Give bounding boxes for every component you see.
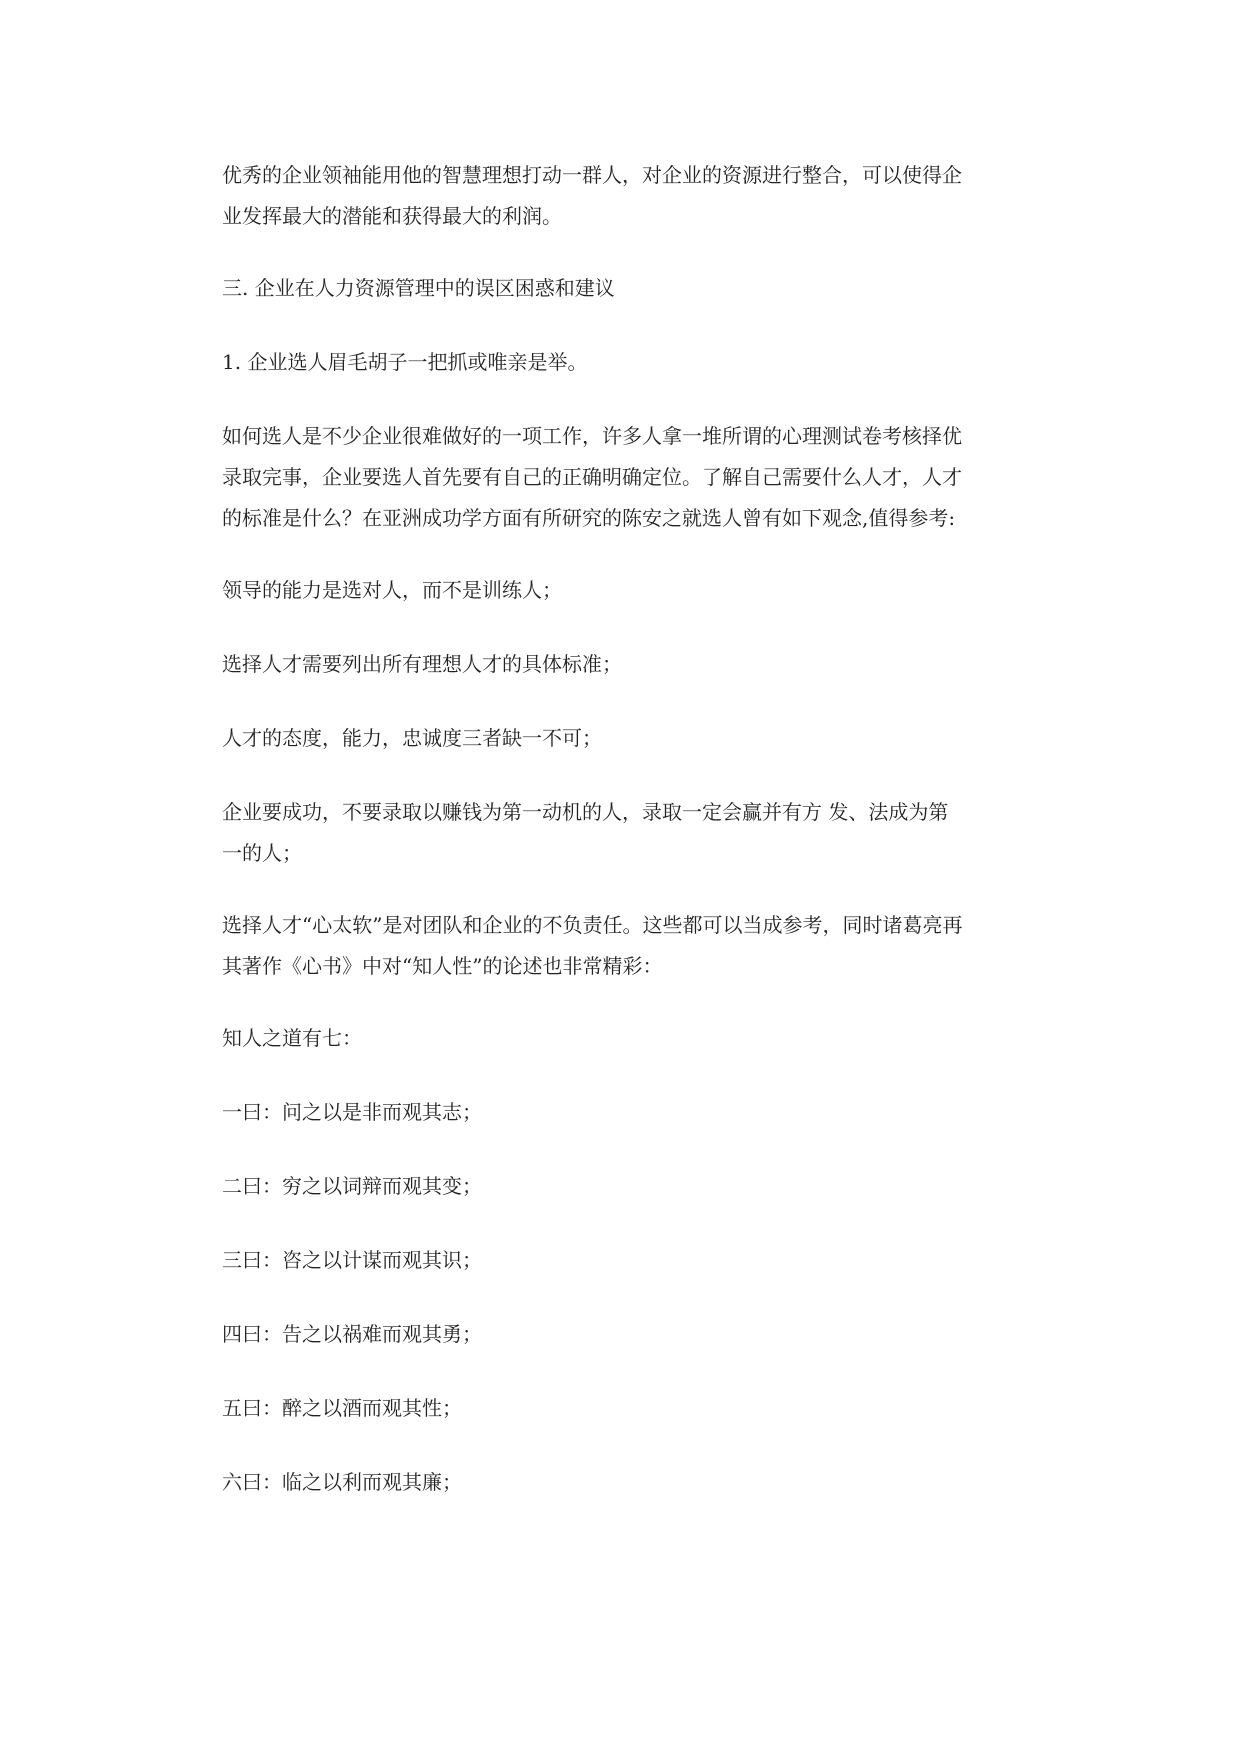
paragraph-item: [222, 792, 1022, 874]
text-line: 六曰：临之以利而观其廉；: [222, 1470, 462, 1494]
list-item: [222, 1314, 1022, 1355]
paragraph-item: [222, 644, 1022, 685]
list-item: [222, 1166, 1022, 1207]
text-line: 人才的态度，能力，忠诚度三者缺一不可；: [222, 726, 602, 750]
text-line: 的标准是什么？在亚洲成功学方面有所研究的陈安之就选人曾有如下观念,值得参考:: [222, 506, 956, 530]
subsection-heading: [222, 342, 1022, 383]
paragraph-item: [222, 905, 1022, 987]
paragraph-item: [222, 570, 1022, 611]
text-line: 一的人；: [222, 841, 302, 865]
list-item: [222, 1240, 1022, 1281]
text-line: 四曰：告之以祸难而观其勇；: [222, 1322, 482, 1346]
text-line: 优秀的企业领袖能用他的智慧理想打动一群人，对企业的资源进行整合，可以使得企: [222, 163, 962, 187]
paragraph-item: [222, 718, 1022, 759]
list-item: [222, 1092, 1022, 1133]
paragraph-item: [222, 1018, 1022, 1059]
section-heading: [222, 268, 1022, 309]
text-line: 业发挥最大的潜能和获得最大的利润。: [222, 204, 562, 228]
text-line: 企业要成功，不要录取以赚钱为第一动机的人，录取一定会赢并有方 发、法成为第: [222, 800, 949, 824]
text-line: 其著作《心书》中对“知人性”的论述也非常精彩：: [222, 954, 663, 978]
text-line: 三曰：咨之以计谋而观其识；: [222, 1248, 482, 1272]
text-line: 领导的能力是选对人，而不是训练人；: [222, 578, 562, 602]
list-item: [222, 1462, 1022, 1503]
text-line: 选择人才需要列出所有理想人才的具体标准；: [222, 652, 622, 676]
text-line: 如何选人是不少企业很难做好的一项工作，许多人拿一堆所谓的心理测试卷考核择优: [222, 424, 962, 448]
section-heading-text: 三. 企业在人力资源管理中的误区困惑和建议: [222, 276, 615, 300]
text-line: 选择人才“心太软”是对团队和企业的不负责任。这些都可以当成参考，同时诸葛亮再: [222, 913, 963, 937]
text-line: 知人之道有七：: [222, 1026, 362, 1050]
text-line: 二曰：穷之以词辩而观其变；: [222, 1174, 482, 1198]
paragraph-leadership: [222, 155, 1022, 237]
list-item: [222, 1388, 1022, 1429]
document-body: [222, 155, 1022, 1503]
text-line: 一曰：问之以是非而观其志；: [222, 1100, 482, 1124]
paragraph-selection: [222, 416, 1022, 539]
subsection-heading-text: 1. 企业选人眉毛胡子一把抓或唯亲是举。: [222, 350, 588, 374]
text-line: 五曰：醉之以酒而观其性；: [222, 1396, 462, 1420]
text-line: 录取完事，企业要选人首先要有自己的正确明确定位。了解自己需要什么人才，人才: [222, 465, 962, 489]
